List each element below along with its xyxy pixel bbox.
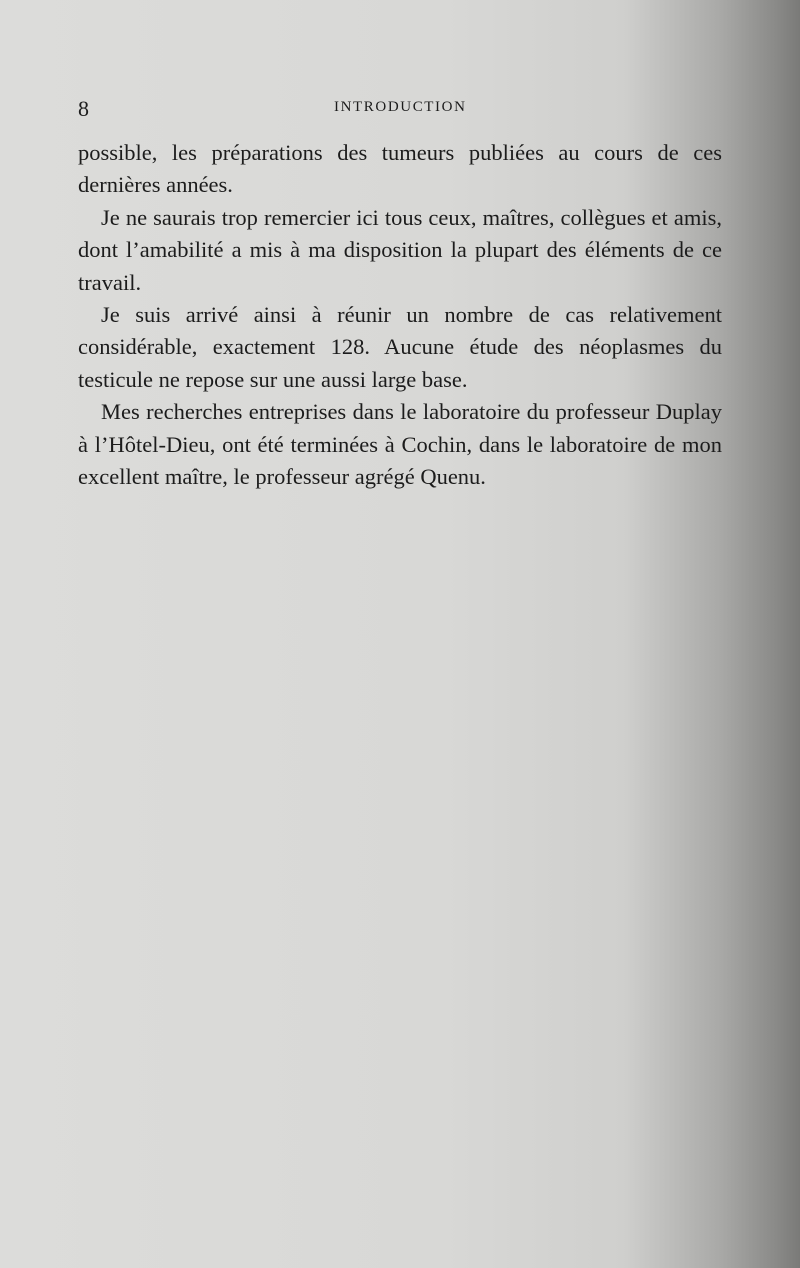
paragraph-continued: possible, les préparations des tumeurs publiées au cours de ces dernières années. xyxy=(78,140,722,198)
page-header xyxy=(78,96,723,126)
body-text xyxy=(78,137,722,493)
paragraph-research-location: Mes recherches entreprises dans le laboratoire du professeur Duplay à l’Hôtel-Dieu, ont été terminées à Cochin, dans le laboratoire de mon excellent maître, le professeur agrégé Quenu. xyxy=(78,399,722,490)
paragraph-case-count: Je suis arrivé ainsi à réunir un nombre de cas relativement considérable, exactement 128. Aucune étude des néoplasmes du testicule ne repose sur une aussi large base. xyxy=(78,302,722,392)
page-number: 8 xyxy=(78,96,89,121)
running-title: INTRODUCTION xyxy=(334,99,467,115)
paragraph-acknowledgements: Je ne saurais trop remercier ici tous ceux, maîtres, collègues et amis, dont l’amabilité a mis à ma disposition la plupart des éléments de ce travail. xyxy=(78,204,722,295)
